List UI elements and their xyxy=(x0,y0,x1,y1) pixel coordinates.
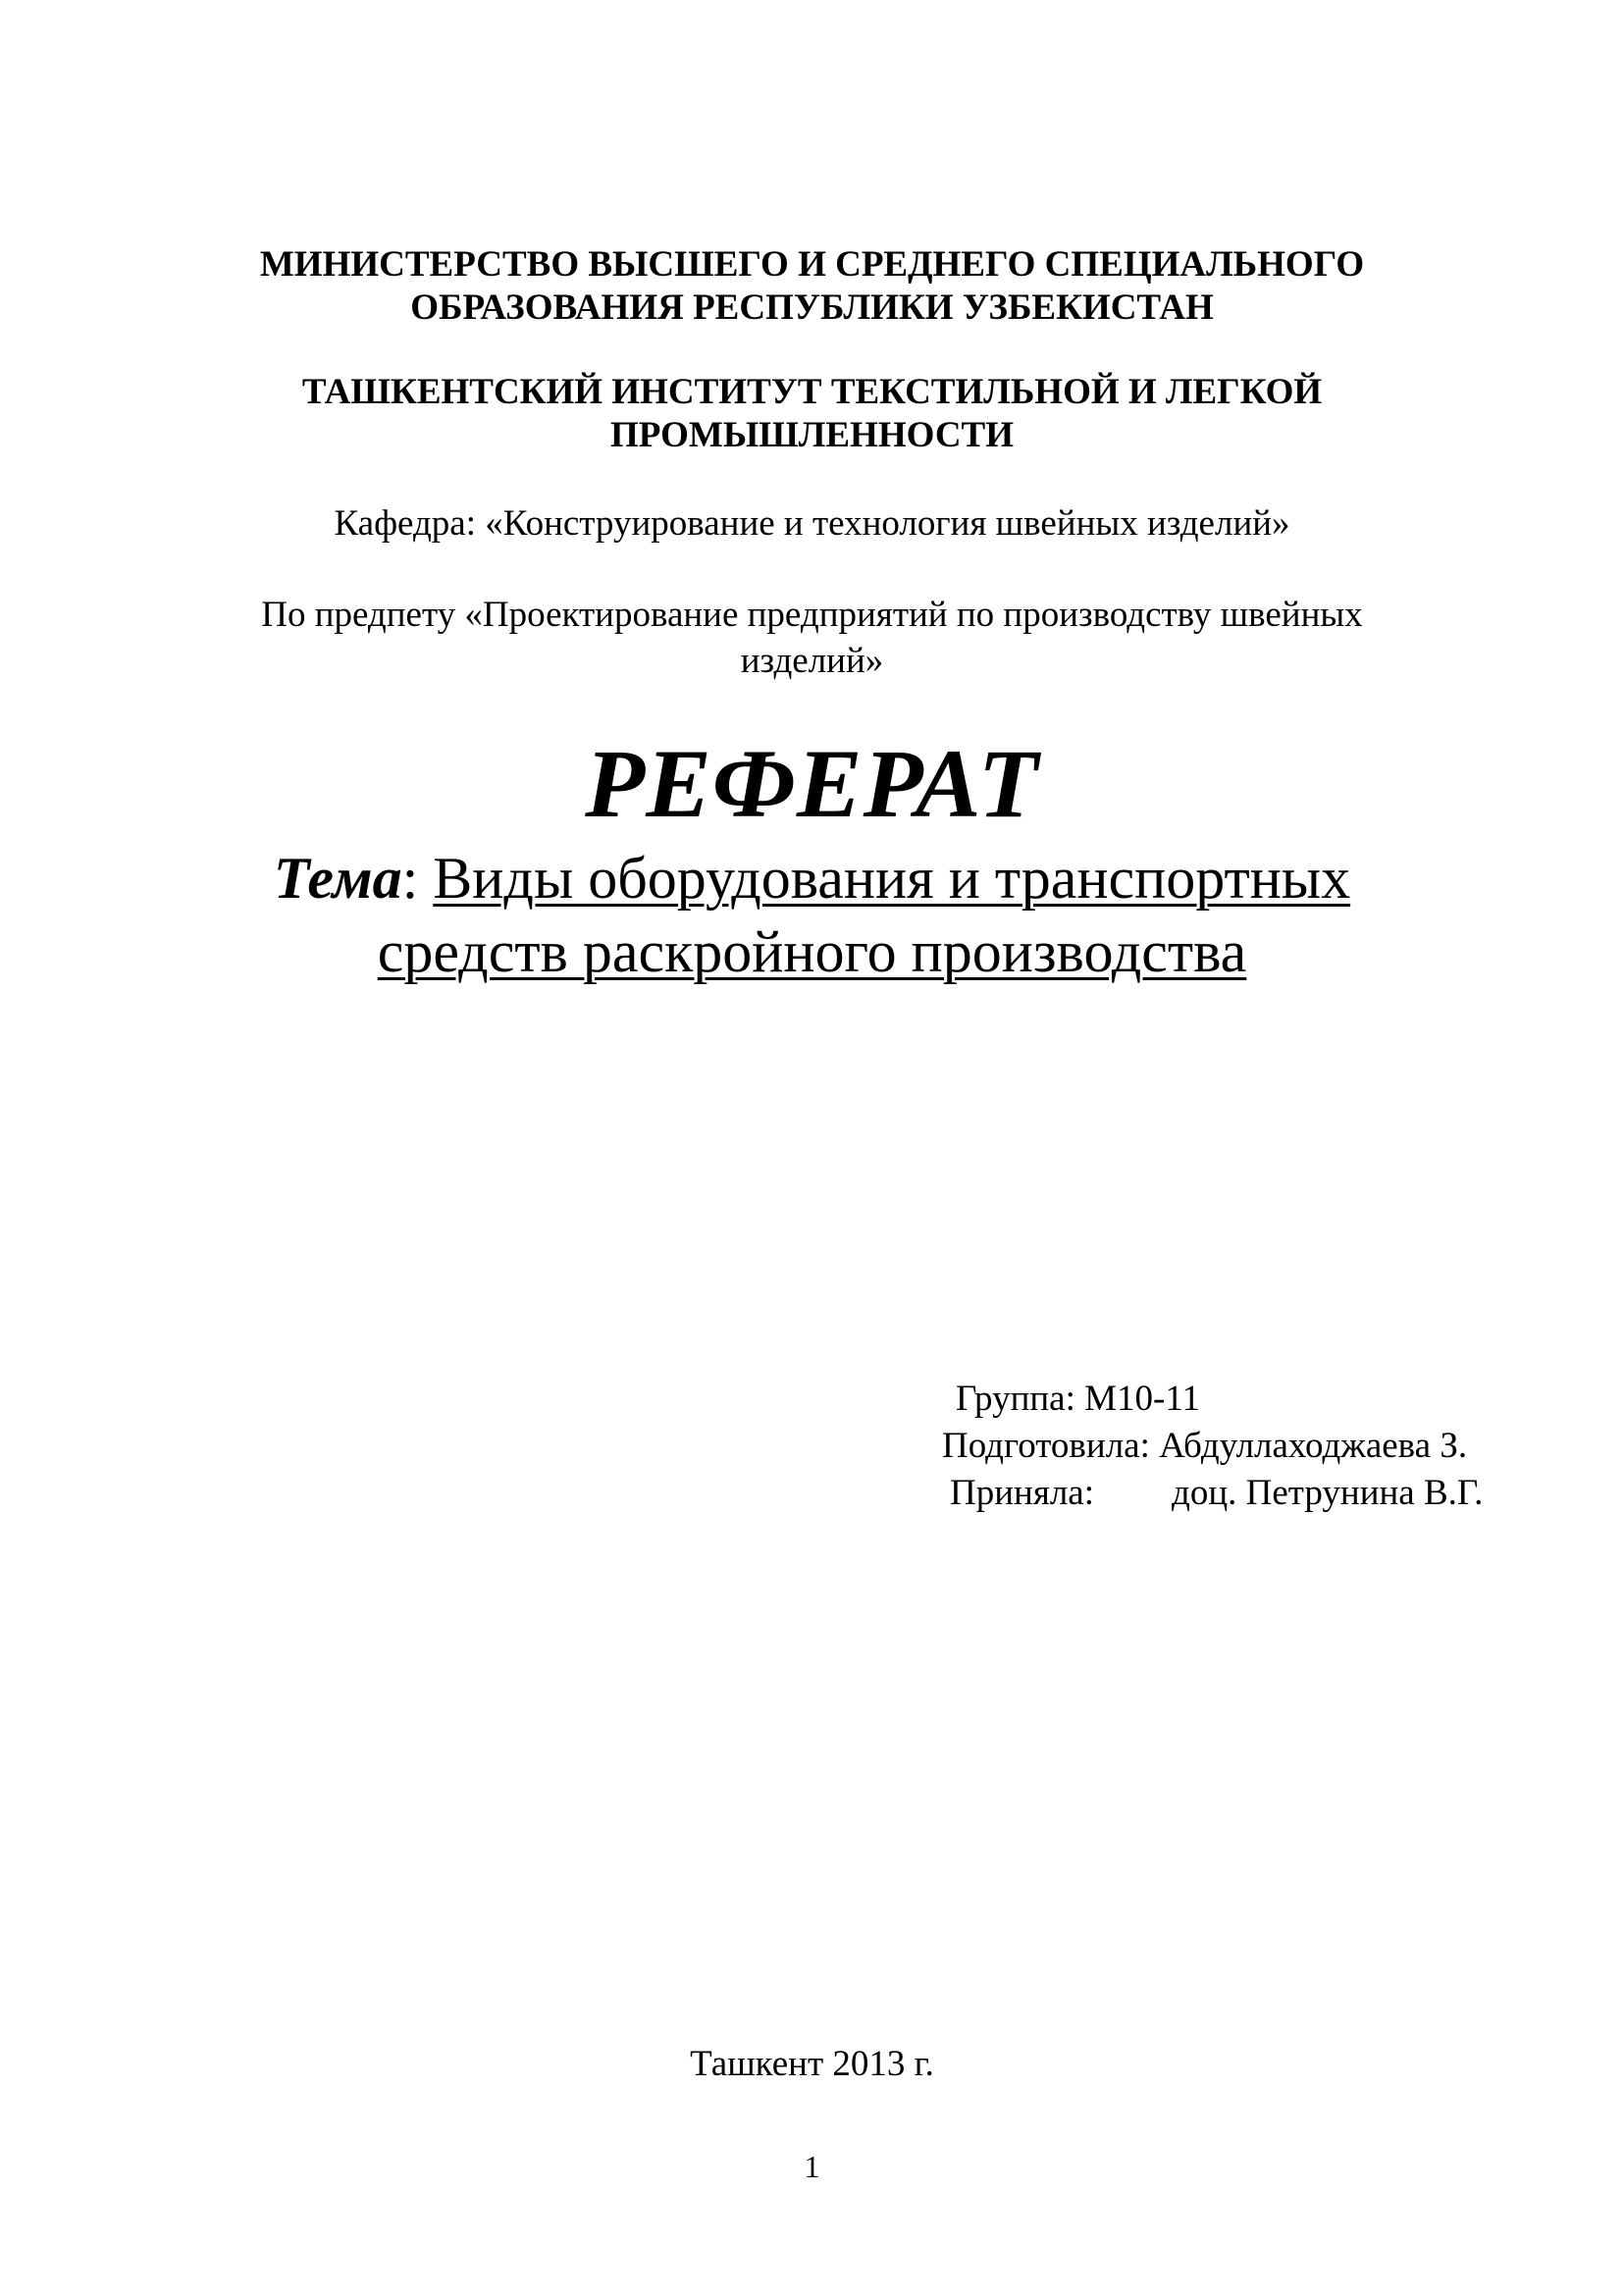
ministry-heading xyxy=(0,243,1624,330)
credit-accepted xyxy=(942,1470,1483,1517)
topic-label: Тема xyxy=(273,846,402,911)
prepared-value: Абдуллаходжаева З. xyxy=(1159,1426,1468,1466)
accepted-value: доц. Петрунина В.Г. xyxy=(1172,1473,1484,1513)
subject-line-1: По предпету «Проектирование предприятий по производству швейных xyxy=(261,595,1363,635)
department-line: Кафедра: «Конструирование и технология швейных изделий» xyxy=(334,503,1290,544)
topic-block xyxy=(0,842,1624,989)
ministry-line-2: ОБРАЗОВАНИЯ РЕСПУБЛИКИ УЗБЕКИСТАН xyxy=(410,287,1214,328)
topic-line-2 xyxy=(0,915,1624,989)
subject-block xyxy=(0,592,1624,684)
ministry-line-1: МИНИСТЕРСТВО ВЫСШЕГО И СРЕДНЕГО СПЕЦИАЛЬНОГО xyxy=(259,244,1365,285)
subject-line-2: изделий» xyxy=(740,641,884,681)
topic-line-1 xyxy=(0,842,1624,915)
page-number: 1 xyxy=(804,2149,820,2184)
institute-line-1: ТАШКЕНТСКИЙ ИНСТИТУТ ТЕКСТИЛЬНОЙ И ЛЕГКОЙ xyxy=(301,372,1323,412)
topic-title-line-1: Виды оборудования и транспортных xyxy=(433,846,1351,911)
document-type-title: РЕФЕРАТ xyxy=(585,729,1039,838)
institute-heading xyxy=(0,371,1624,457)
topic-title-line-2: средств раскройного производства xyxy=(377,919,1247,984)
credits-block xyxy=(942,1376,1483,1517)
group-value: М10-11 xyxy=(1084,1379,1200,1419)
topic-separator: : xyxy=(401,846,434,911)
city-year: Ташкент 2013 г. xyxy=(690,2044,934,2084)
credit-prepared xyxy=(942,1423,1483,1470)
institute-line-2: ПРОМЫШЛЕННОСТИ xyxy=(609,415,1015,455)
accepted-label: Приняла: xyxy=(950,1473,1095,1513)
prepared-label: Подготовила: xyxy=(942,1426,1160,1466)
group-label: Группа: xyxy=(956,1379,1085,1419)
credit-group xyxy=(942,1376,1483,1423)
